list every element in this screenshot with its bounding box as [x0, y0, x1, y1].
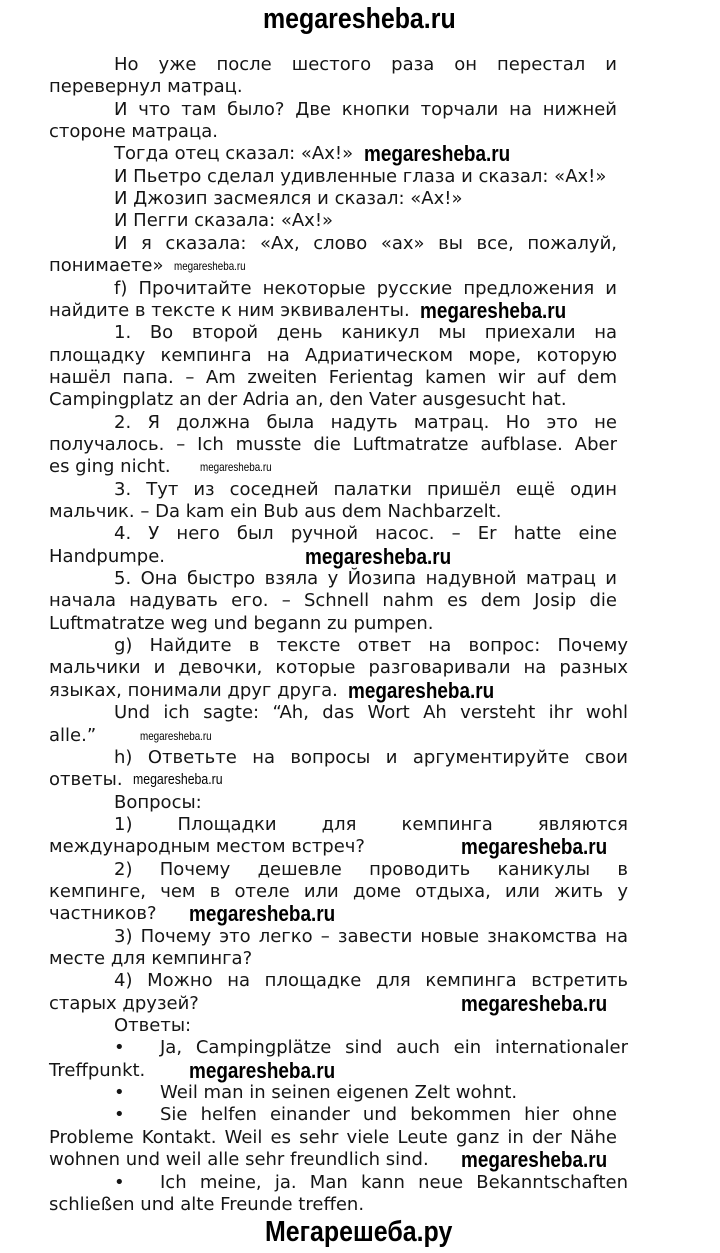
- answer-line: wohnen und weil alle sehr freundlich sind.: [49, 1149, 429, 1171]
- question-line: 3) Почему это легко – завести новые знакомства на: [114, 925, 628, 947]
- answer-line: Und ich sagte: “Ah, das Wort Ah versteht ihr wohl: [114, 702, 628, 724]
- question-line: старых друзей?: [49, 992, 199, 1014]
- text-line: 3. Тут из соседней палатки пришёл ещё один: [114, 478, 617, 500]
- answer-line: alle.”: [49, 724, 97, 746]
- watermark: megaresheba.ru: [348, 677, 495, 703]
- text-line: Luftmatratze weg und begann zu pumpen.: [49, 612, 434, 634]
- text-line: Тогда отец сказал: «Ах!»: [114, 143, 354, 165]
- answers-heading: Ответы:: [114, 1015, 192, 1037]
- text-line: И Пьетро сделал удивленные глаза и сказал: «Ах!»: [114, 165, 607, 187]
- text-line: 4. У него был ручной насос. – Er hatte eine: [114, 523, 617, 545]
- task-g-line: g) Найдите в тексте ответ на вопрос: Почему: [114, 635, 628, 657]
- question-line: международным местом встреч?: [49, 836, 365, 858]
- text-line: И Пегги сказала: «Ах!»: [114, 210, 334, 232]
- bullet-icon: •: [114, 1082, 125, 1104]
- text-line: понимаете»: [49, 255, 164, 277]
- question-line: 4) Можно на площадке для кемпинга встретить: [114, 970, 628, 992]
- watermark: megaresheba.ru: [174, 259, 246, 274]
- watermark: megaresheba.ru: [420, 297, 567, 323]
- question-line: 2) Почему дешевле проводить каникулы в: [114, 858, 628, 880]
- bullet-icon: •: [114, 1104, 125, 1126]
- bullet-icon: •: [114, 1037, 125, 1059]
- text-line: получалось. – Ich musste die Luftmatratze aufblase. Aber: [49, 433, 617, 455]
- answer-bullet-line: Ja, Campingplätze sind auch ein internationaler: [160, 1037, 628, 1059]
- bullet-icon: •: [114, 1171, 125, 1193]
- watermark: megaresheba.ru: [133, 771, 223, 789]
- watermark: megaresheba.ru: [200, 460, 272, 475]
- watermark: megaresheba.ru: [189, 901, 336, 927]
- task-f-line: f) Прочитайте некоторые русские предложения и: [114, 277, 617, 299]
- watermark: megaresheba.ru: [305, 543, 452, 569]
- watermark: megaresheba.ru: [461, 990, 608, 1016]
- text-line: нашёл папа. – Am zweiten Ferientag kamen wir auf dem: [49, 366, 617, 388]
- text-line: 1. Во второй день каникул мы приехали на: [114, 322, 617, 344]
- text-line: 2. Я должна была надуть матрац. Но это не: [114, 411, 617, 433]
- text-line: es ging nicht.: [49, 456, 171, 478]
- text-line: И что там было? Две кнопки торчали на нижней: [114, 98, 617, 120]
- text-line: 5. Она быстро взяла у Йозипа надувной матрац и: [114, 568, 617, 590]
- answer-line: Treffpunkt.: [49, 1059, 146, 1081]
- text-line: Campingplatz an der Adria an, den Vater ausgesucht hat.: [49, 389, 567, 411]
- footer-watermark: Мегарешеба.ру: [265, 1216, 453, 1248]
- text-line: площадку кемпинга на Адриатическом море, которую: [49, 344, 617, 366]
- task-f-line: найдите в тексте к ним эквиваленты.: [49, 299, 410, 321]
- question-line: месте для кемпинга?: [49, 948, 253, 969]
- text-line: перевернул матрац.: [49, 76, 243, 98]
- text-line: Handpumpe.: [49, 545, 165, 567]
- text-line: И Джозип засмеялся и сказал: «Ах!»: [114, 188, 463, 210]
- question-line: частников?: [49, 903, 157, 925]
- answer-bullet-line: Weil man in seinen eigenen Zelt wohnt.: [160, 1082, 518, 1104]
- answer-bullet-line: Sie helfen einander und bekommen hier ohne: [160, 1104, 617, 1126]
- task-h-line: ответы.: [49, 769, 123, 791]
- watermark: megaresheba.ru: [461, 834, 608, 860]
- questions-heading: Вопросы:: [114, 791, 202, 813]
- watermark: megaresheba.ru: [189, 1057, 336, 1083]
- answer-bullet-line: Ich meine, ja. Man kann neue Bekanntschaften: [160, 1171, 628, 1193]
- answer-line: Probleme Kontakt. Weil es sehr viele Leute ganz in der Nähe: [49, 1126, 617, 1148]
- task-g-line: мальчики и девочки, которые разговаривали на разных: [49, 657, 628, 679]
- task-h-line: h) Ответьте на вопросы и аргументируйте свои: [114, 746, 628, 768]
- answer-line: schließen und alte Freunde treffen.: [49, 1193, 365, 1215]
- header-watermark: megaresheba.ru: [263, 3, 456, 35]
- question-line: 1) Площадки для кемпинга являются: [114, 813, 628, 835]
- text-line: начала надувать его. – Schnell nahm es dem Josip die: [49, 590, 617, 612]
- text-line: Но уже после шестого раза он перестал и: [114, 54, 617, 75]
- question-line: кемпинге, чем в отеле или доме отдыха, или жить у: [49, 880, 628, 902]
- text-line: И я сказала: «Ах, слово «ах» вы все, пожалуй,: [114, 232, 617, 254]
- text-line: мальчик. – Da kam ein Bub aus dem Nachbarzelt.: [49, 501, 502, 522]
- watermark: megaresheba.ru: [364, 141, 511, 167]
- watermark: megaresheba.ru: [461, 1147, 608, 1173]
- task-g-line: языках, понимали друг друга.: [49, 679, 338, 701]
- text-line: стороне матраца.: [49, 121, 218, 143]
- watermark: megaresheba.ru: [140, 728, 212, 743]
